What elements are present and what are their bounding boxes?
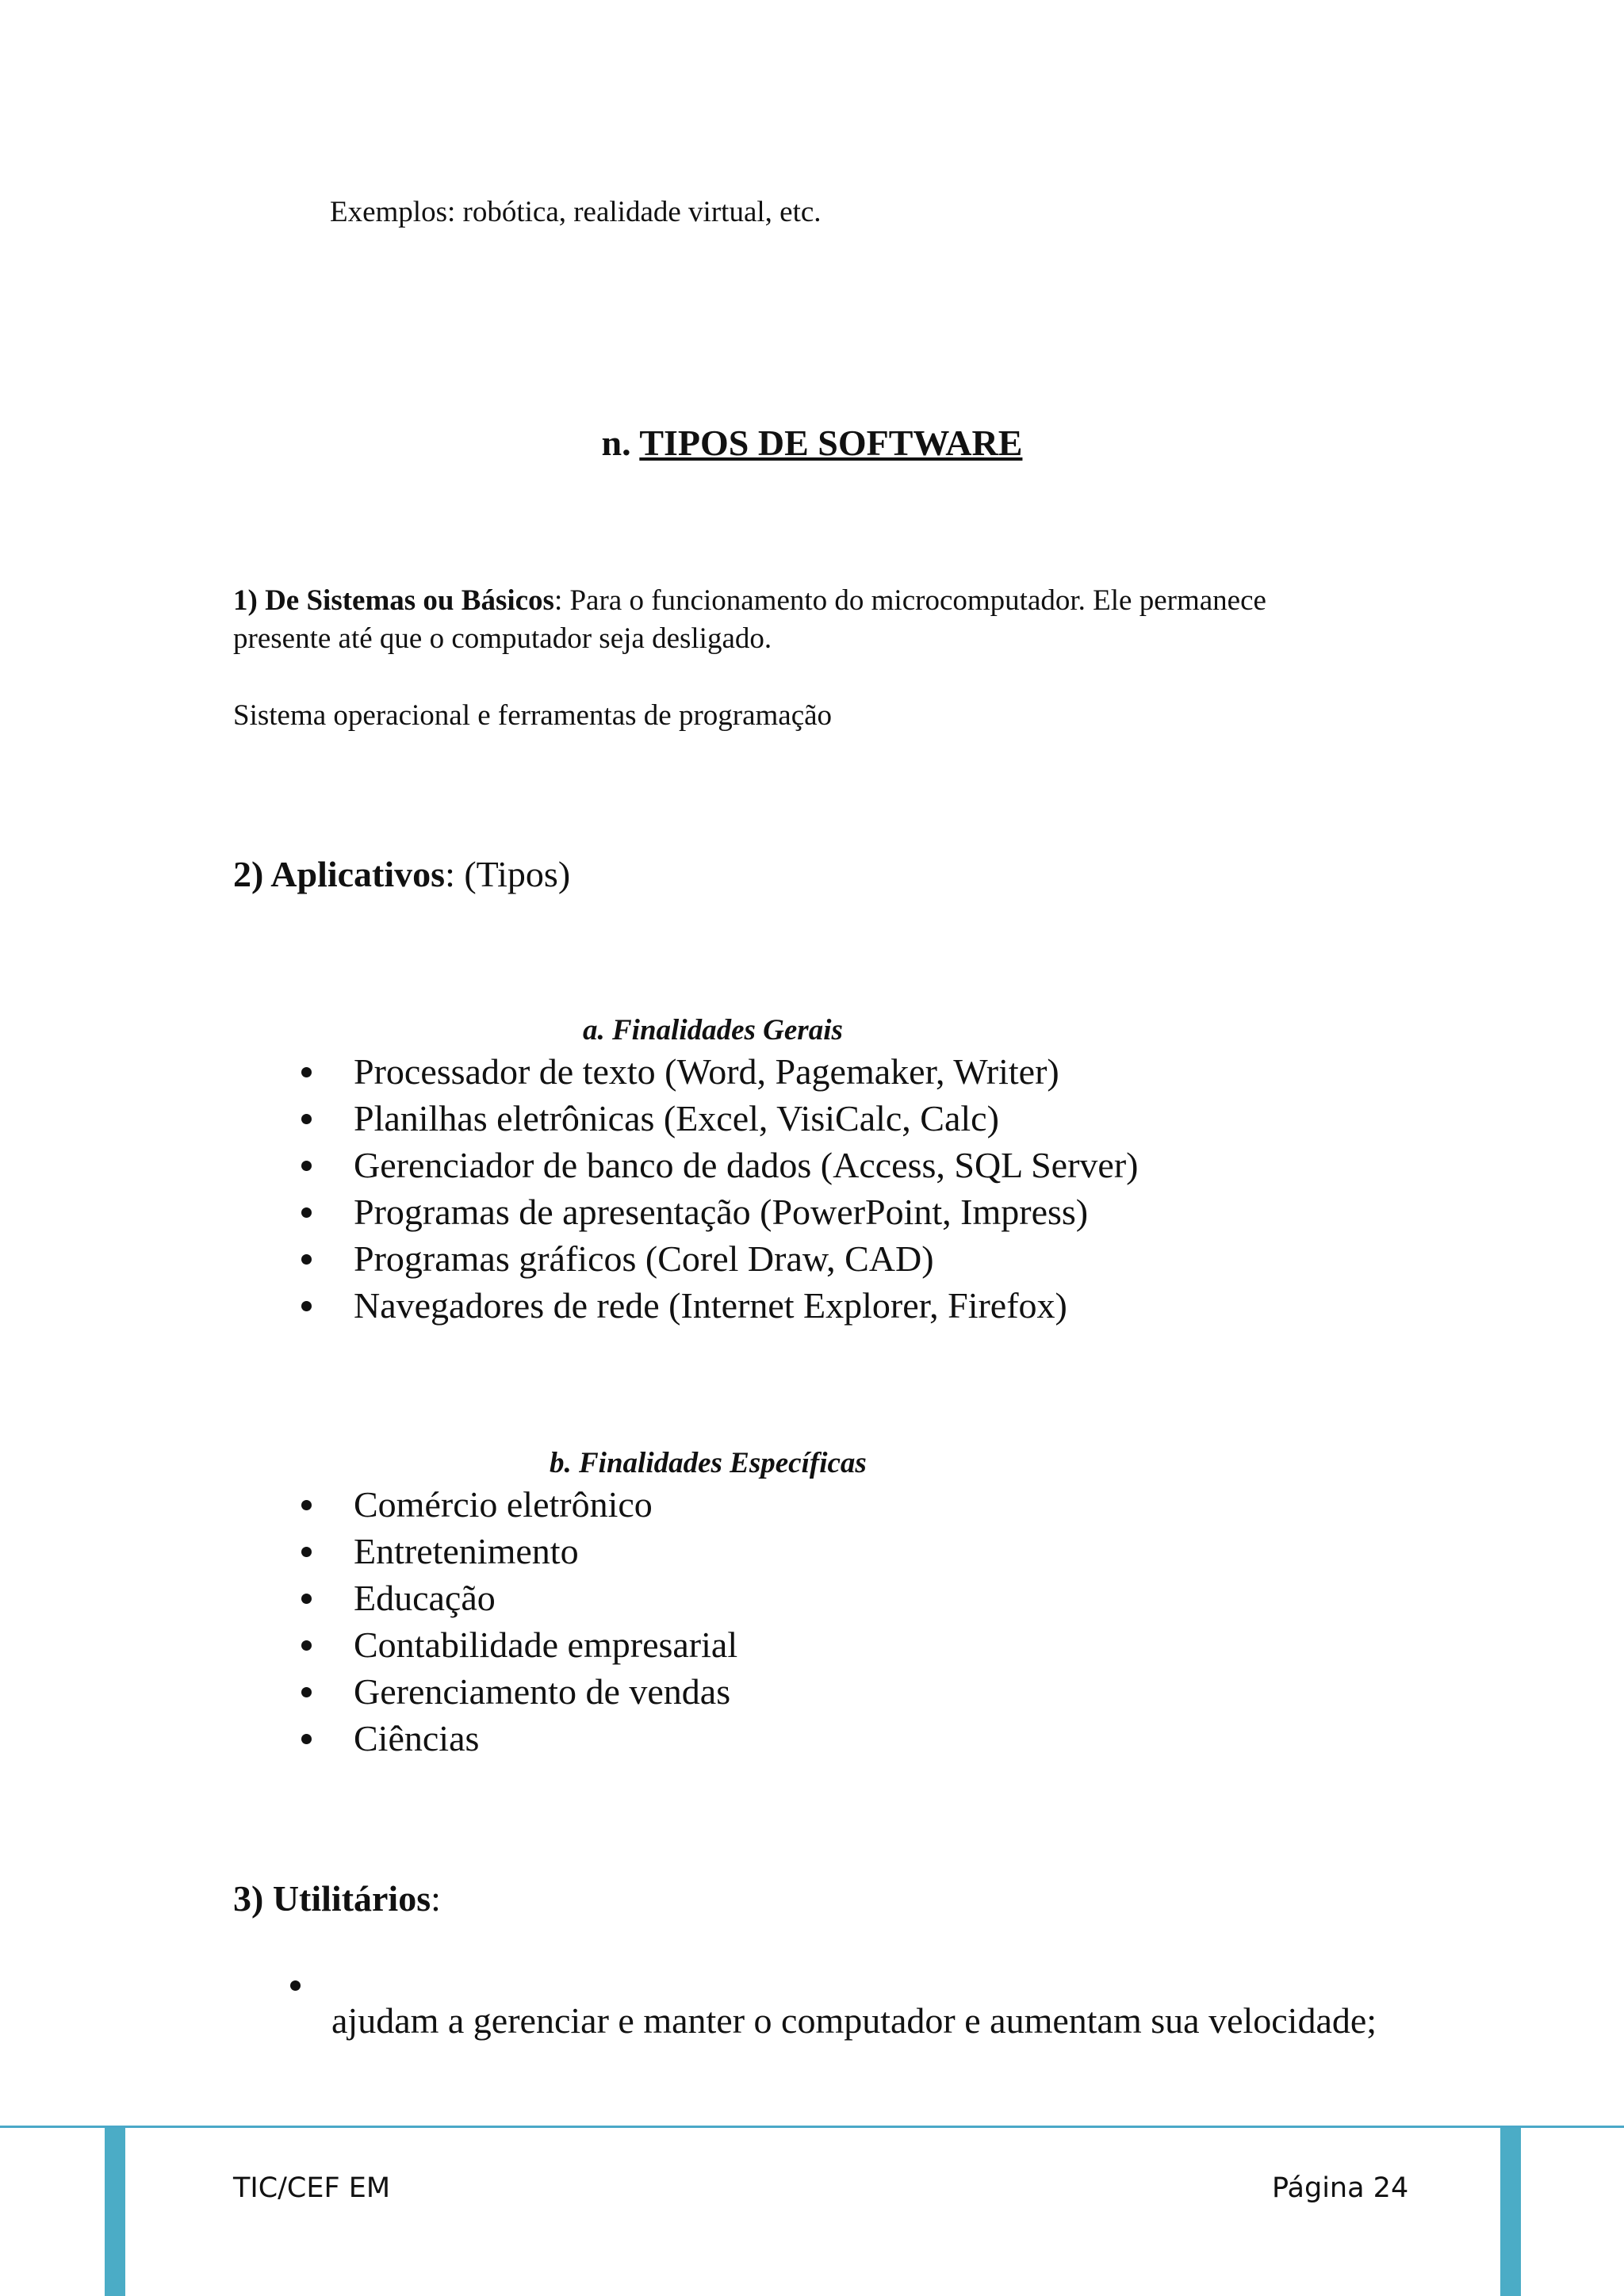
- section-3-rest: :: [431, 1878, 441, 1919]
- list-item: Programas gráficos (Corel Draw, CAD): [233, 1235, 1138, 1282]
- list-item: Navegadores de rede (Internet Explorer, Firefox): [233, 1282, 1138, 1329]
- bullet-icon: [301, 1734, 312, 1744]
- list-item: Ciências: [233, 1715, 737, 1762]
- section-title-text: TIPOS DE SOFTWARE: [639, 423, 1023, 463]
- footer-accent-bar-right: [1500, 2128, 1521, 2296]
- bullet-icon: [301, 1161, 312, 1171]
- bullet-icon: [301, 1594, 312, 1604]
- subsection-a-title: a. Finalidades Gerais: [583, 1014, 843, 1047]
- section-2-rest: : (Tipos): [445, 854, 571, 894]
- bullet-icon: [301, 1547, 312, 1557]
- intro-text: Exemplos: robótica, realidade virtual, etc.: [330, 196, 822, 228]
- list-item: Educação: [233, 1575, 737, 1621]
- bullet-icon: [301, 1207, 312, 1218]
- list-item: Gerenciamento de vendas: [233, 1668, 737, 1715]
- section-3-heading: 3) Utilitários: [233, 1878, 431, 1919]
- list-item: Comércio eletrônico: [233, 1481, 737, 1528]
- bullet-icon: [290, 1980, 301, 1991]
- bullet-icon: [301, 1687, 312, 1697]
- bullet-icon: [301, 1301, 312, 1311]
- list-item: Processador de texto (Word, Pagemaker, Writer): [233, 1048, 1138, 1095]
- subsection-b-title: b. Finalidades Específicas: [550, 1447, 867, 1479]
- list-finalidades-especificas: [233, 1481, 737, 1762]
- section-1-line2: presente até que o computador seja desligado.: [233, 622, 772, 655]
- section-prefix: n.: [601, 423, 640, 463]
- footer-page-number: Página 24: [1272, 2172, 1409, 2204]
- bullet-icon: [301, 1500, 312, 1510]
- section-1-line3: Sistema operacional e ferramentas de programação: [233, 699, 833, 732]
- list-item: Planilhas eletrônicas (Excel, VisiCalc, Calc): [233, 1095, 1138, 1142]
- section-2-heading: 2) Aplicativos: [233, 854, 446, 894]
- bullet-icon: [301, 1254, 312, 1265]
- list-item: Contabilidade empresarial: [233, 1621, 737, 1668]
- footer-left-text: TIC/CEF EM: [233, 2172, 391, 2204]
- section-2-heading-line: [233, 853, 570, 895]
- section-1-heading: 1) De Sistemas ou Básicos: [233, 584, 554, 617]
- section-3-bullet-text: ajudam a gerenciar e manter o computador e aumentam sua velocidade;: [331, 2000, 1377, 2041]
- list-item: Entretenimento: [233, 1528, 737, 1575]
- section-title: [0, 422, 1624, 464]
- bullet-icon: [301, 1114, 312, 1124]
- list-finalidades-gerais: [233, 1048, 1138, 1329]
- footer-divider: [0, 2126, 1624, 2128]
- section-3-heading-line: [233, 1877, 441, 1919]
- footer-accent-bar-left: [105, 2128, 125, 2296]
- section-1-line1: : Para o funcionamento do microcomputador. Ele permanece: [553, 584, 1266, 617]
- section-1-paragraph: [233, 582, 1266, 658]
- bullet-icon: [301, 1067, 312, 1077]
- list-item: Gerenciador de banco de dados (Access, SQL Server): [233, 1142, 1138, 1188]
- list-item: Programas de apresentação (PowerPoint, Impress): [233, 1188, 1138, 1235]
- bullet-icon: [301, 1640, 312, 1651]
